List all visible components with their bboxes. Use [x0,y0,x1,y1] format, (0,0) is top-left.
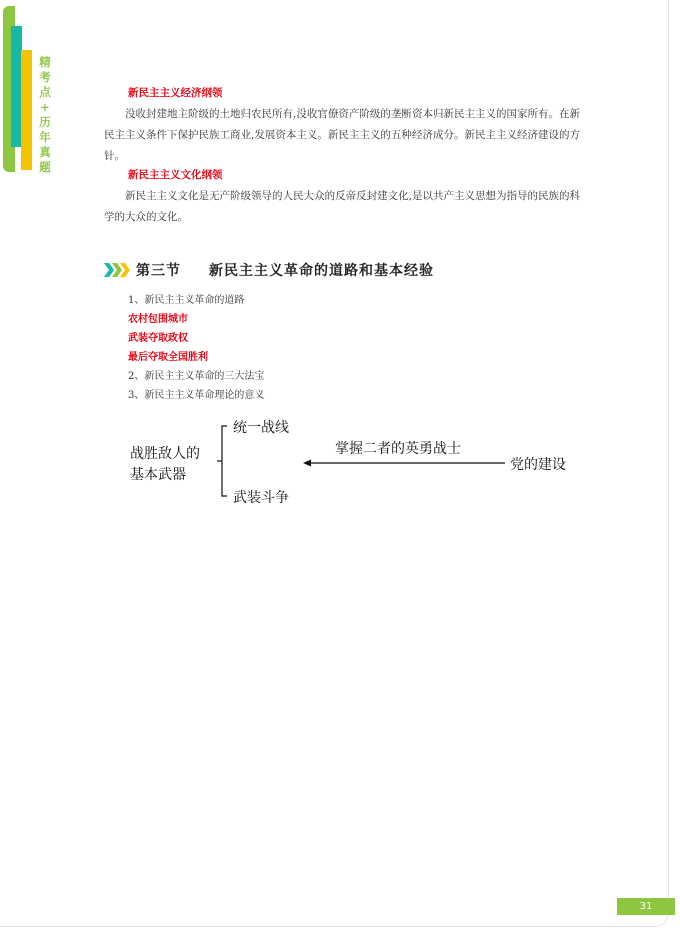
side-tab-label [38,55,52,175]
diagram-right-label: 党的建设 [510,457,566,473]
section-title: 新民主主义革命的道路和基本经验 [209,263,434,279]
culture-program-paragraph: 新民主主义文化是无产阶级领导的人民大众的反帝反封建文化,是以共产主义思想为指导的民族的科学的大众的文化。 [104,190,580,223]
diagram-branch-bottom: 武装斗争 [233,490,289,506]
section-heading [104,259,584,281]
side-label-char: + [40,100,50,114]
page-number: 31 [617,898,675,915]
economic-program-heading: 新民主主义经济纲领 [128,87,223,99]
section-outline [128,291,428,405]
chevrons-icon [104,263,130,277]
three-treasures-diagram [125,410,585,510]
diagram-branch-top: 统一战线 [233,420,289,436]
side-label-char: 真 [39,145,51,159]
outline-item: 1、新民主主义革命的道路 [128,295,245,306]
diagram-arrow-head [303,460,311,467]
outline-item: 2、新民主主义革命的三大法宝 [128,371,265,382]
side-label-char: 点 [39,85,51,99]
diagram-bracket [222,426,227,496]
side-label-char: 年 [39,130,51,144]
side-label-char: 题 [39,160,51,174]
economic-program-paragraph: 没收封建地主阶级的土地归农民所有,没收官僚资产阶级的垄断资本归新民主主义的国家所有。在新民主主义条件下保护民族工商业,发展资本主义。新民主主义的五种经济成分。新民主主义经济建设的方针。 [104,108,580,162]
outline-red-item: 最后夺取全国胜利 [128,352,208,363]
side-label-char: 考 [39,70,51,84]
culture-program-heading: 新民主主义文化纲领 [128,169,223,181]
section-number: 第三节 [136,263,181,279]
outline-red-item: 武装夺取政权 [128,333,188,344]
diagram-arrow-label: 掌握二者的英勇战士 [335,441,461,457]
side-label-char: 精 [39,55,51,69]
body-text-block [104,86,580,228]
side-label-char: 历 [39,115,51,129]
side-decor-yellow-bar [21,50,32,170]
outline-item: 3、新民主主义革命理论的意义 [128,390,265,401]
diagram-left-line1: 战胜敌人的 [130,446,200,462]
outline-red-item: 农村包围城市 [128,314,188,325]
diagram-left-line2: 基本武器 [130,467,186,483]
